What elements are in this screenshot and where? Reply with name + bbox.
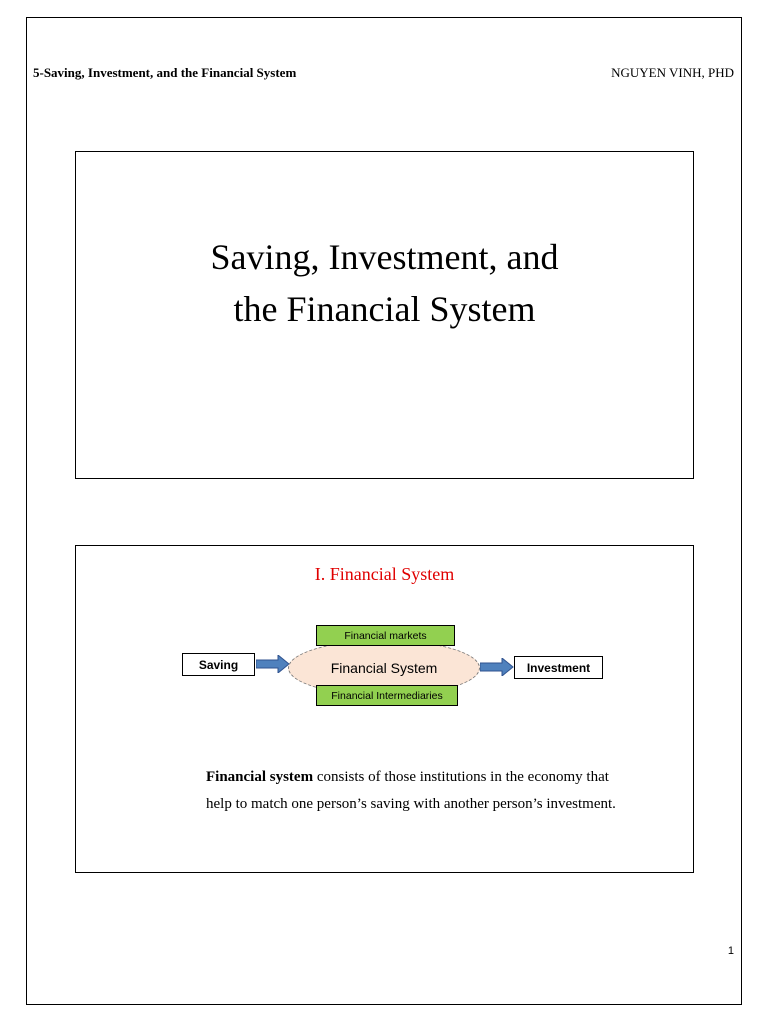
title-line-2: the Financial System [233, 289, 536, 329]
definition-text: consists of those institutions in the economy that help to match one person’s saving with another person’s investment. [206, 769, 616, 812]
investment-box: Investment [514, 656, 603, 679]
financial-system-ellipse: Financial System [288, 640, 480, 696]
section-title: I. Financial System [314, 564, 455, 584]
title-line-1: Saving, Investment, and [210, 237, 559, 277]
saving-box: Saving [182, 653, 255, 676]
header-document-title: 5-Saving, Investment, and the Financial System [33, 65, 297, 80]
page-number: 1 [727, 945, 734, 957]
arrow-right-icon [256, 655, 290, 673]
header-author: NGUYEN VINH, PHD [611, 65, 734, 80]
slide-title-text [76, 231, 693, 335]
financial-markets-box: Financial markets [316, 625, 455, 646]
arrow-right-icon [480, 658, 514, 676]
definition-term: Financial system [206, 769, 314, 785]
slide-financial-system [75, 545, 694, 873]
financial-intermediaries-box: Financial Intermediaries [316, 685, 458, 706]
financial-system-definition [206, 764, 626, 818]
slide-title [75, 151, 694, 479]
